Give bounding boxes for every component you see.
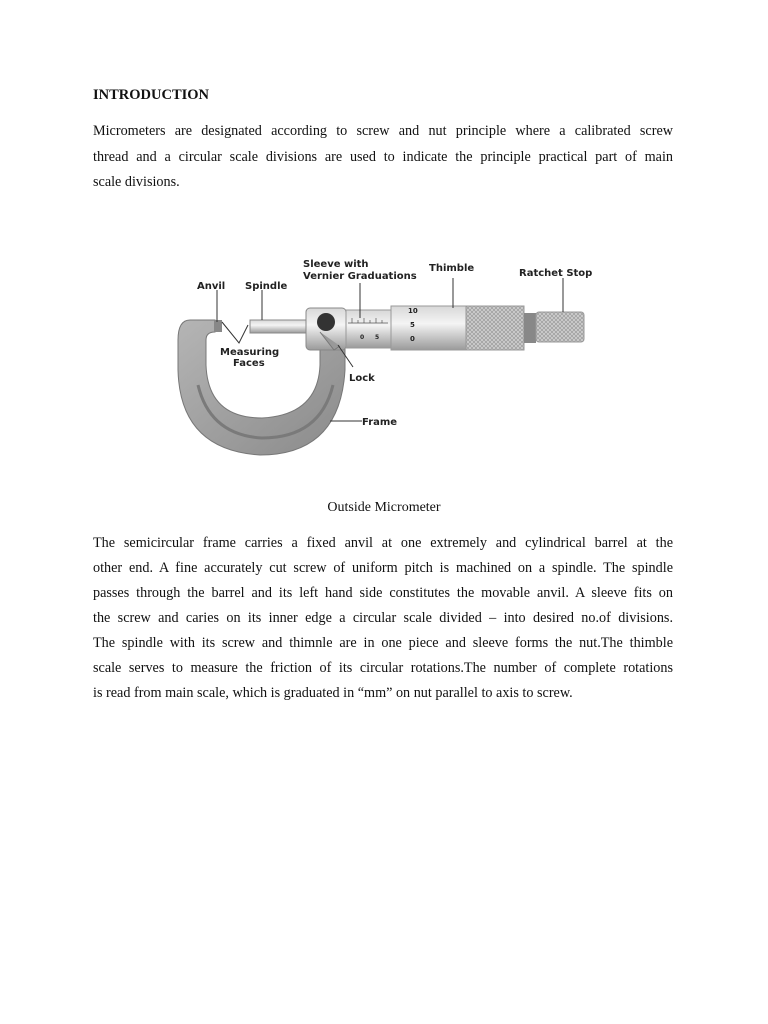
body-line: The spindle with its screw and thimnle are in one piece and sleeve forms the nut.The thimble [93,635,673,651]
body-line: scale serves to measure the friction of its circular rotations.The number of complete rotations [93,660,673,676]
sleeve-scale-0: 0 [360,334,365,341]
lock-icon [317,313,335,331]
thimble-shape [391,306,466,350]
sleeve-shape [346,310,391,348]
intro-line: Micrometers are designated according to screw and nut principle where a calibrated screw [93,123,673,139]
body-line: the screw and caries on its inner edge a circular scale divided – into desired no.of divisions. [93,610,673,626]
intro-line: thread and a circular scale divisions are used to indicate the principle practical part of main [93,149,673,165]
body-line: passes through the barrel and its left hand side constitutes the movable anvil. A sleeve fits on [93,585,673,601]
spindle-shape [250,320,310,333]
label-sleeve-1: Sleeve with [303,259,369,270]
label-measuring-faces-1: Measuring [220,347,280,358]
section-heading: INTRODUCTION [93,87,210,103]
thimble-scale-5: 5 [410,321,415,329]
sleeve-scale-5: 5 [375,334,380,341]
label-anvil: Anvil [197,281,226,292]
ratchet-stop-shape [536,312,584,342]
figure-caption: Outside Micrometer [327,500,441,515]
label-sleeve-2: Vernier Graduations [303,271,417,282]
label-thimble: Thimble [429,263,475,274]
anvil-shape [214,320,222,332]
body-line: other end. A fine accurately cut screw of uniform pitch is machined on a spindle. The spindle [93,560,673,576]
label-ratchet-stop: Ratchet Stop [519,268,593,279]
thimble-scale-0: 0 [410,335,415,343]
body-line: is read from main scale, which is graduated in “mm” on nut parallel to axis to screw. [93,685,573,701]
intro-line: scale divisions. [93,174,180,190]
body-line: The semicircular frame carries a fixed anvil at one extremely and cylindrical barrel at the [93,535,673,551]
label-frame: Frame [362,417,398,428]
micrometer-diagram [170,250,600,465]
label-spindle: Spindle [245,281,288,292]
thimble-knurl [466,306,524,350]
label-measuring-faces-2: Faces [233,358,265,369]
label-lock: Lock [349,373,375,384]
thimble-scale-10: 10 [408,307,418,315]
